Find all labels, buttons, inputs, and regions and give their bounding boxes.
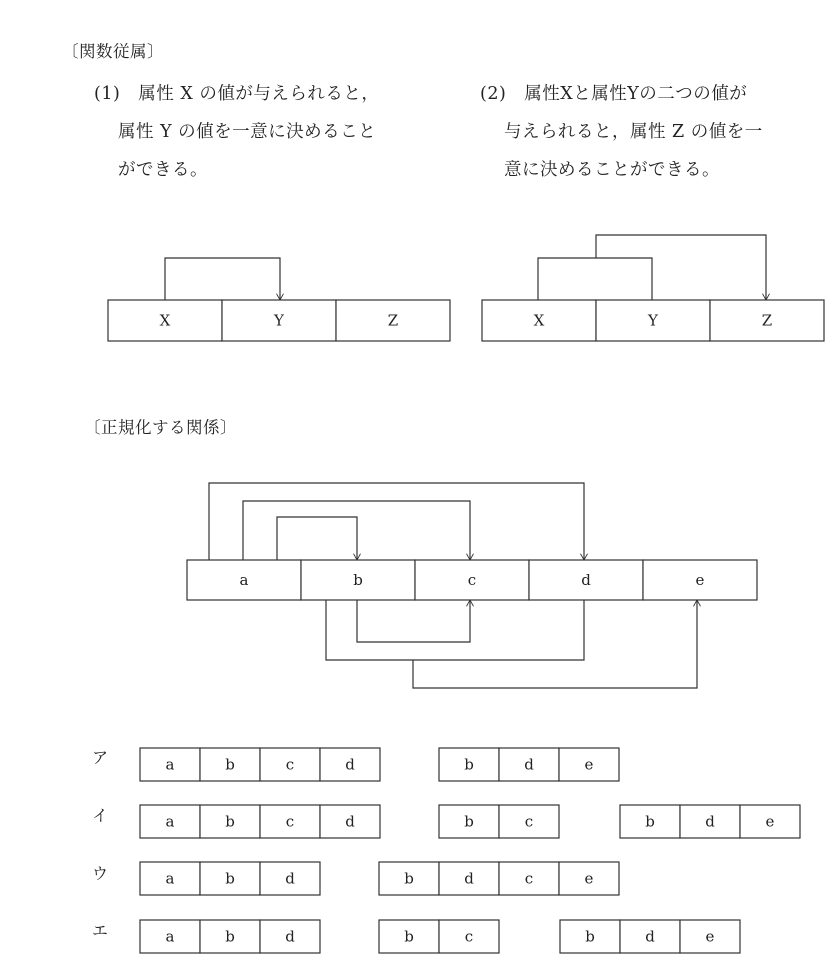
diagram2-label-X: X bbox=[533, 311, 545, 330]
relation-label-e: e bbox=[695, 571, 705, 589]
option3-table1-label-d: d bbox=[285, 869, 295, 888]
option3-table2-label-c: c bbox=[524, 869, 534, 888]
dep-arrow-a-to-b bbox=[277, 517, 357, 560]
dep-arrow-b-to-c bbox=[357, 600, 470, 642]
option2-table1-label-a: a bbox=[165, 812, 175, 831]
option4-table2-label-c: c bbox=[464, 927, 474, 946]
option4-table3-label-e: e bbox=[705, 927, 715, 946]
option3-table2-label-d: d bbox=[464, 869, 474, 888]
dep-line-x bbox=[538, 258, 652, 300]
option3-table1-label-a: a bbox=[165, 869, 175, 888]
item2-line2: 与えられると，属性 Z の値を一 bbox=[504, 122, 763, 142]
option1-table1-label-a: a bbox=[165, 755, 175, 774]
option3-table1-label-b: b bbox=[225, 869, 235, 888]
option2-table1-label-c: c bbox=[285, 812, 295, 831]
functional-dependency-heading: 〔関数従属〕 bbox=[62, 42, 164, 61]
dep-line-bd bbox=[326, 600, 584, 660]
option2-table2-label-c: c bbox=[524, 812, 534, 831]
option-label-u: ウ bbox=[92, 864, 109, 883]
relation-label-a: a bbox=[239, 571, 249, 589]
option2-table1-label-d: d bbox=[345, 812, 355, 831]
option2-table1-label-b: b bbox=[225, 812, 235, 831]
option-label-e: エ bbox=[92, 921, 109, 940]
option2-table3-label-b: b bbox=[645, 812, 655, 831]
item1-line3: ができる。 bbox=[118, 160, 208, 180]
option1-table2-label-d: d bbox=[524, 755, 534, 774]
option2-table3-label-e: e bbox=[765, 812, 775, 831]
relation-to-normalize-heading: 〔正規化する関係〕 bbox=[84, 418, 237, 437]
option3-table2-label-e: e bbox=[584, 869, 594, 888]
dep-arrow-x-to-y bbox=[165, 258, 280, 300]
option1-table1-label-b: b bbox=[225, 755, 235, 774]
option4-table3-label-d: d bbox=[645, 927, 655, 946]
option1-table2-label-b: b bbox=[464, 755, 474, 774]
option2-table2-label-b: b bbox=[464, 812, 474, 831]
option-label-i: イ bbox=[92, 806, 109, 825]
item1-line2: 属性 Y の値を一意に決めること bbox=[118, 122, 377, 142]
item2-line1: (2) 属性Xと属性Yの二つの値が bbox=[480, 84, 748, 104]
option4-table1-label-d: d bbox=[285, 927, 295, 946]
diagram2-label-Z: Z bbox=[761, 311, 773, 330]
diagram1-label-Y: Y bbox=[274, 311, 284, 330]
option1-table1-label-c: c bbox=[285, 755, 295, 774]
relation-label-b: b bbox=[353, 571, 363, 589]
option4-table1-label-a: a bbox=[165, 927, 175, 946]
diagram1-label-X: X bbox=[159, 311, 171, 330]
dep-arrow-bd-to-e bbox=[413, 600, 697, 688]
dep-arrow-a-to-d bbox=[209, 483, 584, 560]
relation-label-c: c bbox=[467, 571, 477, 589]
option4-table2-label-b: b bbox=[404, 927, 414, 946]
option1-table1-label-d: d bbox=[345, 755, 355, 774]
option-label-a: ア bbox=[92, 748, 109, 767]
option2-table3-label-d: d bbox=[705, 812, 715, 831]
option3-table2-label-b: b bbox=[404, 869, 414, 888]
diagram2-label-Y: Y bbox=[648, 311, 658, 330]
diagram1-label-Z: Z bbox=[387, 311, 399, 330]
dep-arrow-xy-to-z bbox=[596, 235, 766, 300]
item2-line3: 意に決めることができる。 bbox=[504, 160, 720, 180]
relation-label-d: d bbox=[581, 571, 591, 589]
option4-table1-label-b: b bbox=[225, 927, 235, 946]
option1-table2-label-e: e bbox=[584, 755, 594, 774]
option4-table3-label-b: b bbox=[585, 927, 595, 946]
item1-line1: (1) 属性 X の値が与えられると， bbox=[94, 84, 380, 104]
